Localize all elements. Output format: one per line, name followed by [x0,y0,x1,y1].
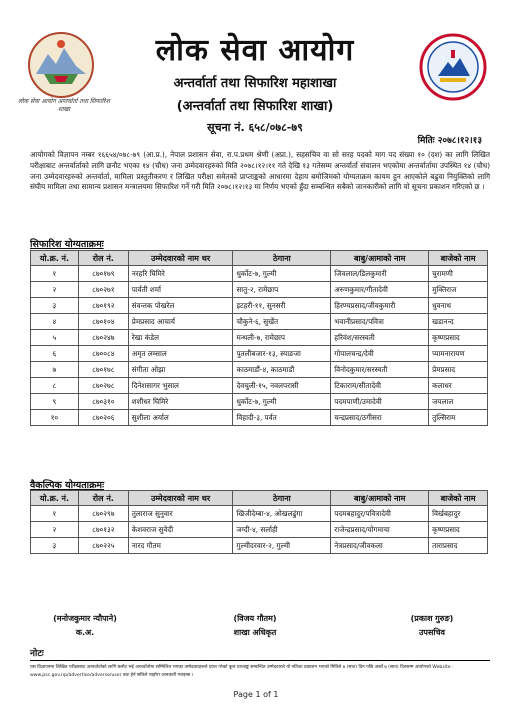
table-row [31,506,488,522]
cell-grandfather: कृष्णप्रसाद [429,330,488,346]
cell-parents: गोपालचन्द्र/देवी [331,346,429,362]
cell-address: विहादी-३, पर्वत [233,410,331,426]
cell-address: चौकुने-६, सुर्खेत [233,314,331,330]
alternate-table [30,490,488,554]
alternate-section-title: वैकल्पिक योग्यताक्रमः [30,480,105,491]
cell-address: इटहरी-११, सुनसरी [233,298,331,314]
signature-name: (प्रकाश गुरुङ) [410,614,454,623]
table-row [31,266,488,282]
col-parents: बाबु/आमाको नाम [331,491,429,506]
cell-grandfather: धुवनाथ [429,298,488,314]
cell-serial: १ [31,506,79,522]
note-divider [30,660,490,661]
cell-serial: १ [31,266,79,282]
signature-undersecretary [372,612,492,640]
cell-name: संगीता ओझा [128,362,233,378]
cell-serial: ७ [31,362,79,378]
cell-roll: ८७०२७८ [78,378,128,394]
table-row [31,410,488,426]
cell-roll: ८७००८४ [78,346,128,362]
cell-serial: २ [31,522,79,538]
cell-address: काठमाडौं-४, काठमाडौं [233,362,331,378]
cell-grandfather: खडानन्द [429,314,488,330]
table-row [31,298,488,314]
cell-address: पुतलीबजार-१३, स्याङजा [233,346,331,362]
cell-serial: ५ [31,330,79,346]
cell-roll: ८७०१०४ [78,314,128,330]
cell-roll: ८७०२०६ [78,410,128,426]
recommend-section-title: सिफारिश योग्यताक्रमः [30,239,104,250]
division-name: अन्तर्वार्ता तथा सिफारिश महाशाखा [173,76,337,91]
cell-name: प्रेमप्रसाद आचार्य [128,314,233,330]
cell-name: रेखा कंडेल [128,330,233,346]
cell-serial: ४ [31,314,79,330]
table-row [31,522,488,538]
cell-parents: विनोदकुमार/सरस्वती [331,362,429,378]
table-row [31,538,488,554]
cell-roll: ८७०१३२ [78,522,128,538]
cell-name: नारद गौतम [128,538,233,554]
cell-name: पार्वती शर्मा [128,282,233,298]
cell-parents: नेत्रप्रसाद/जीवकला [331,538,429,554]
signature-role: शाखा अधिकृत [233,628,277,637]
col-name: उम्मेदवारको नाम थर [128,491,233,506]
col-roll: रोल नं. [78,251,128,266]
cell-roll: ८७०१७९ [78,266,128,282]
cell-grandfather: ताराप्रसाद [429,538,488,554]
psc-logo-icon [418,32,488,102]
col-roll: रोल नं. [78,491,128,506]
cell-serial: ३ [31,538,79,554]
cell-parents: टिकाराम/सीतादेवी [331,378,429,394]
col-name: उम्मेदवारको नाम थर [128,251,233,266]
notice-paragraph: आयोगको विज्ञापन नम्बर १६६५४/०७८-७९ (आ.प्र.), नेपाल प्रशासन सेवा, रा.प.प्रथम श्रेणी (अप्रा.), सहसचिव वा सो सरह पदको माग पद संख्या १० (दश) का लागि लिखित परीक्षाबाट अन्तर्वार्ताको लागि छनौट भएका १४ (चौध) जना उम्मेदवारहरुको मिति २०७८।१२।११ गते देखि १३ गतेसम्म अन्तर्वार्ता संचालन भएकोमा अन्तर्वार्तामा उपस्थित १४ (चौध) जना उम्मेदवारहरुको अन्तर्वार्ता, मामिला प्रस्तुतीकरण र लिखित परीक्षा समेतको प्राप्ताङ्कको आधारमा देहाय बमोजिमको योग्यताक्रम कायम हुन आएकोले बढुवा नियुक्तिको लागि संघीय मामिला तथा सामान्य प्रशासन मन्त्रालयमा सिफारिश गर्ने गरी मिति २०७८।१२।१३ मा निर्णय भएकाे हुँदा सम्बन्धित सबैको जानकारीको लागि यो सूचना प्रकाशन गरिएको छ । [30,150,490,192]
table-row [31,314,488,330]
recommend-header-row [31,251,488,266]
cell-grandfather: मुक्तिराज [429,282,488,298]
col-grandfather: बाजेको नाम [429,251,488,266]
signature-name: (विजय गौतम) [233,614,277,623]
cell-address: सातु-२, रामेछाप [233,282,331,298]
cell-grandfather: कृष्णप्रसाद [429,522,488,538]
cell-roll: ८७०१९२ [78,298,128,314]
cell-name: तुलाराज सुनुवार [128,506,233,522]
cell-parents: हरिवंश/सरस्वती [331,330,429,346]
cell-name: केशवराज सुवेदी [128,522,233,538]
col-parents: बाबु/आमाको नाम [331,251,429,266]
cell-name: सुशीला अर्याल [128,410,233,426]
cell-address: धुर्कोट-७, गुल्मी [233,394,331,410]
cell-parents: अरुणकुमार/गीतादेवी [331,282,429,298]
signature-role: उपसचिव [419,628,445,637]
table-row [31,330,488,346]
cell-grandfather: प्रेमप्रसाद [429,362,488,378]
col-serial: यो.क्र. नं. [31,251,79,266]
recommend-table [30,250,488,426]
page-indicator: Page 1 of 1 [233,690,279,699]
alternate-header-row [31,491,488,506]
cell-roll: ८७०१७८ [78,362,128,378]
cell-grandfather: कलाधर [429,378,488,394]
cell-name: अमृत लम्साल [128,346,233,362]
cell-grandfather: प्यामनारायण [429,346,488,362]
cell-roll: ८७०२२५ [78,538,128,554]
notice-number: सूचना नं. ६५८/०७८-७९ [207,121,303,134]
cell-roll: ८७०२९७ [78,506,128,522]
note-heading: नोटः [30,649,44,659]
signature-role: क.अ. [75,628,95,637]
page-title: लोक सेवा आयोग [155,33,355,68]
table-row [31,378,488,394]
alternate-body [31,506,488,554]
col-grandfather: बाजेको नाम [429,491,488,506]
cell-name: शशीधर घिमिरे [128,394,233,410]
note-text: यस विज्ञापनमा लिखित परीक्षाबाट अन्तर्वार्ताको लागि छनौट भई अन्तर्वार्तामा सम्मिलित भएका उम्मेदवारहरुले प्राप्त गरेको कूल प्राप्ताङ्क सम्बन्धित उम्मेदवारले यो नतिजा प्रकाशन भएको मितिले ७ (सात) दिन पछि अर्को ७ (सात) दिनसम्म आयोगको Website : www.psc.gov.np/advertise/adverse/user बाट हेर्न सकिने व्यहोरा जानकारी गराइन्छ । [30,665,454,678]
cell-parents: चन्द्रप्रसाद/ठगीसरा [331,410,429,426]
cell-grandfather: चुरामणी [429,266,488,282]
col-serial: यो.क्र. नं. [31,491,79,506]
table-row [31,394,488,410]
cell-parents: हिरण्यप्रसाद/जीवकुमारी [331,298,429,314]
cell-address: धुर्कोट-७, गुल्मी [233,266,331,282]
section-name: (अन्तर्वार्ता तथा सिफारिश शाखा) [176,99,334,114]
cell-parents: जिवलाल/डिलकुमारी [331,266,429,282]
cell-name: संवन्तक पोखरेल [128,298,233,314]
cell-serial: २ [31,282,79,298]
cell-name: दिनेशसागर भुसाल [128,378,233,394]
col-address: ठेगाना [233,491,331,506]
cell-grandfather: जयलाल [429,394,488,410]
cell-grandfather: विर्खबहादुर [429,506,488,522]
cell-address: खिजीदेम्बा-४, ओखलढुंगा [233,506,331,522]
signature-name: (मनोजकुमार न्यौपाने) [53,614,117,623]
cell-roll: ८७०२७१ [78,282,128,298]
table-row [31,282,488,298]
cell-roll: ८७०३१० [78,394,128,410]
cell-parents: राजेन्द्रप्रसाद/योगमाया [331,522,429,538]
cell-parents: भवानीप्रसाद/पवित्रा [331,314,429,330]
cell-address: मन्थली-७, रामेछाप [233,330,331,346]
left-logo-caption: लोक सेवा आयोग अन्तर्वार्ता तथा सिफारिश शाखा [18,98,110,113]
cell-parents: पदमपाणी/उमादेवी [331,394,429,410]
signature-clerk [30,612,140,640]
notice-date: मितिः २०७८।१२।१३ [417,136,482,146]
table-row [31,362,488,378]
cell-address: जग्दी-४, सर्लाही [233,522,331,538]
table-row [31,346,488,362]
cell-serial: ९ [31,394,79,410]
cell-grandfather: तुल्सिराम [429,410,488,426]
cell-serial: ३ [31,298,79,314]
cell-name: नरहरि घिमिरे [128,266,233,282]
cell-roll: ८७०२४७ [78,330,128,346]
cell-serial: १० [31,410,79,426]
nepal-emblem-icon [26,30,96,100]
cell-serial: ६ [31,346,79,362]
recommend-body [31,266,488,426]
col-address: ठेगाना [233,251,331,266]
cell-address: गुल्मीदरवार-२, गुल्मी [233,538,331,554]
signature-officer [200,612,310,640]
cell-parents: पदमबहादुर/पवित्रादेवी [331,506,429,522]
cell-address: देवचुली-१५, नवलपरासी [233,378,331,394]
cell-serial: ८ [31,378,79,394]
